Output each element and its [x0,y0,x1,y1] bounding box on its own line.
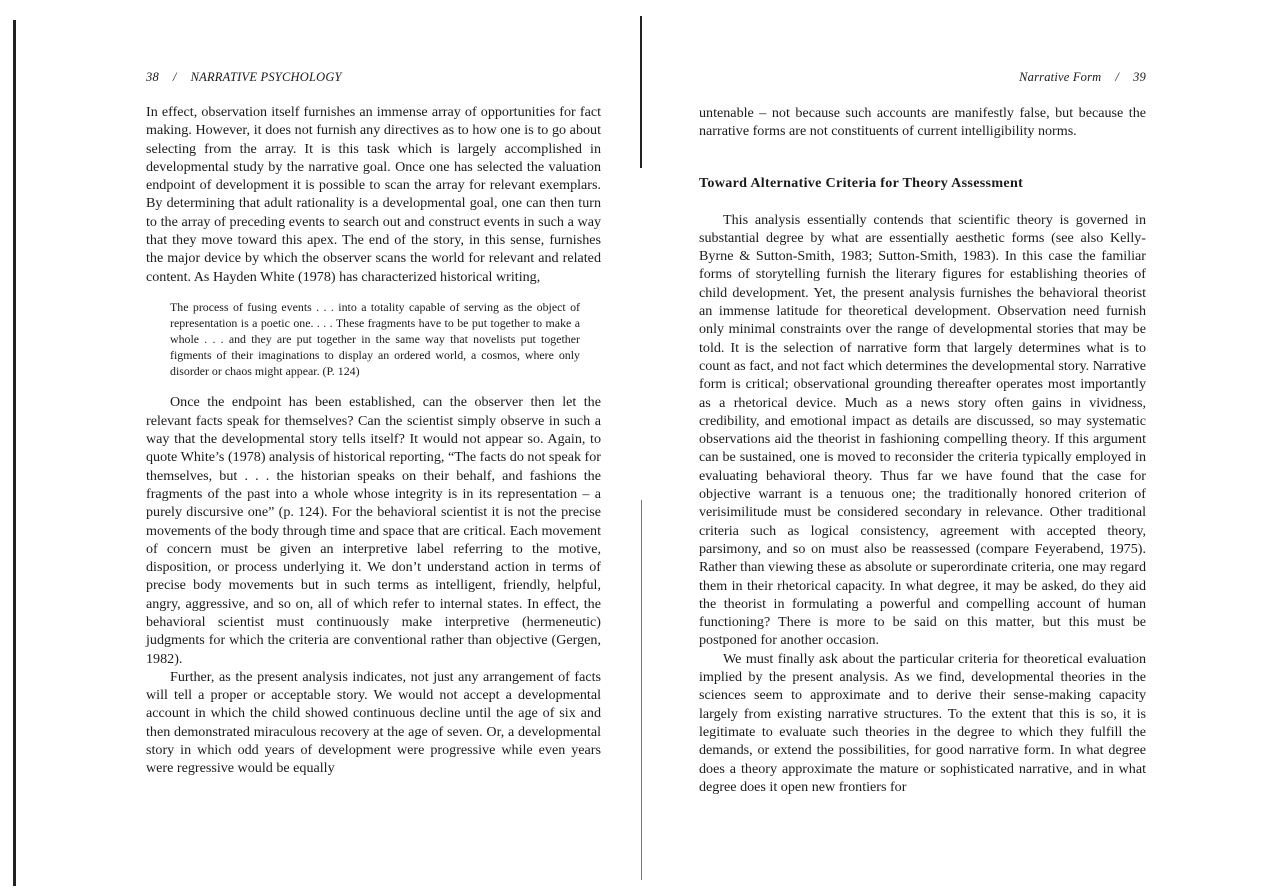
right-body [699,104,1146,796]
right-paragraph-3: We must finally ask about the particular criteria for theoretical evaluation implied by the present analysis. As we find, developmental theories in the sciences seem to approximate and to derive their sense-making capacity largely from existing narrative structures. To the extent that this is so, it is legitimate to evaluate such theories in the degree to which they fulfill the demands, or extend the possibilities, for good narrative form. In what degree does a theory approximate the mature or sophisticated narrative, and in what degree does it open new frontiers for [699,650,1146,795]
left-body [146,103,601,778]
right-paragraph-1: untenable – not because such accounts are manifestly false, but because the narrative forms are not constituents of current intelligibility norms. [699,105,1146,140]
right-page-number: 39 [1133,70,1146,84]
header-separator: / [172,70,177,84]
right-paragraph-2: This analysis essentially contends that scientific theory is governed in substantial degree by what are essentially aesthetic forms (see also Kelly-Byrne & Sutton-Smith, 1983; Sutton-Smith, 1983). In this case the familiar forms of storytelling furnish the literary figures for establishing theories of child development. Yet, the present analysis furnishes the behavioral theorist an immense latitude for theoretical development. Observation need furnish only minimal constraints over the range of developmental stories that may be told. It is the selection of narrative form that largely determines what is to count as fact, and not fact which determines the developmental story. Narrative form is critical; observational grounding thereafter operates most importantly as a rhetorical device. Much as a news story often gains in vividness, credibility, and emotional impact as details are discussed, so may systematic observations aid the theorist in fashioning compelling theory. If this argument can be sustained, one is moved to reconsider the criteria typically employed in evaluating behavioral theory. Thus far we have found that the case for objective warrant is a tenuous one; the traditionally honored criterion of verisimilitude must be considered secondary in relevance. Other traditional criteria such as logical consistency, agreement with accepted theory, parsimony, and so on must also be reassessed (compare Feyerabend, 1975). Rather than viewing these as absolute or superordinate criteria, one may regard them in their rhetorical capacity. In what degree, it may be asked, do they aid the theorist in formulating a powerful and compelling account of human functioning? There is more to be said on this matter, but this must be postponed for another occasion. [699,211,1146,649]
section-heading: Toward Alternative Criteria for Theory Assessment [699,174,1024,191]
gutter-line [640,16,642,168]
left-paragraph-3: Further, as the present analysis indicates, not just any arrangement of facts will tell a proper or acceptable story. We would not accept a developmental account in which the child showed continuous decline until the age of six and then demonstrated miraculous recovery at the age of seven. Or, a developmental story in which odd years of development were progressive while even years were regressive would be equally [146,668,601,777]
left-running-title: NARRATIVE PSYCHOLOGY [190,70,342,84]
left-running-header [146,70,342,85]
right-running-header [1019,70,1146,85]
left-paragraph-2: Once the endpoint has been established, can the observer then let the relevant facts speak for themselves? Can the scientist simply observe in such a way that the developmental story tells itself? It would not appear so. Again, to quote White’s (1978) analysis of historical reporting, “The facts do not speak for themselves, but . . . the historian speaks on their behalf, and fashions the fragments of the past into a whole whose integrity is in its representation – a purely discursive one” (p. 124). For the behavioral scientist it is not the precise movements of the body through time and space that are critical. Each movement of concern must be given an interpretive label referring to the motive, disposition, or process underlying it. We don’t understand action in terms of precise body movements but in such terms as intelligent, friendly, helpful, angry, aggressive, and so on, all of which refer to internal states. In effect, the behavioral scientist must continuously make interpretive (hermeneutic) judgments for which the criteria are conventional rather than objective (Gergen, 1982). [146,394,601,667]
left-paragraph-1: In effect, observation itself furnishes an immense array of opportunities for fact making. However, it does not furnish any directives as to how one is to go about selecting from the array. It is this task which is largely accomplished in developmental study by the narrative goal. Once one has selected the valuation endpoint of development it is possible to scan the array for relevant exemplars. By determining that adult rationality is a developmental goal, one can then turn to the array of preceding events to search out and construct events in such a way that they move toward this apex. The end of the story, in this sense, furnishes the major device by which the observer scans the world for relevant and related content. As Hayden White (1978) has characterized historical writing, [146,104,601,285]
gutter-line-lower [641,500,642,880]
right-running-title: Narrative Form [1019,70,1102,84]
block-quote: The process of fusing events . . . into a totality capable of serving as the object of representation is a poetic one. . . . These fragments have to be put together to make a whole . . . and they are put together in the same way that novelists put together figments of their imaginations to display an ordered world, a cosmos, where only disorder or chaos might appear. (P. 124) [170,299,580,379]
left-scan-edge [13,20,16,886]
left-page-number: 38 [146,70,159,84]
header-separator: / [1115,70,1120,84]
